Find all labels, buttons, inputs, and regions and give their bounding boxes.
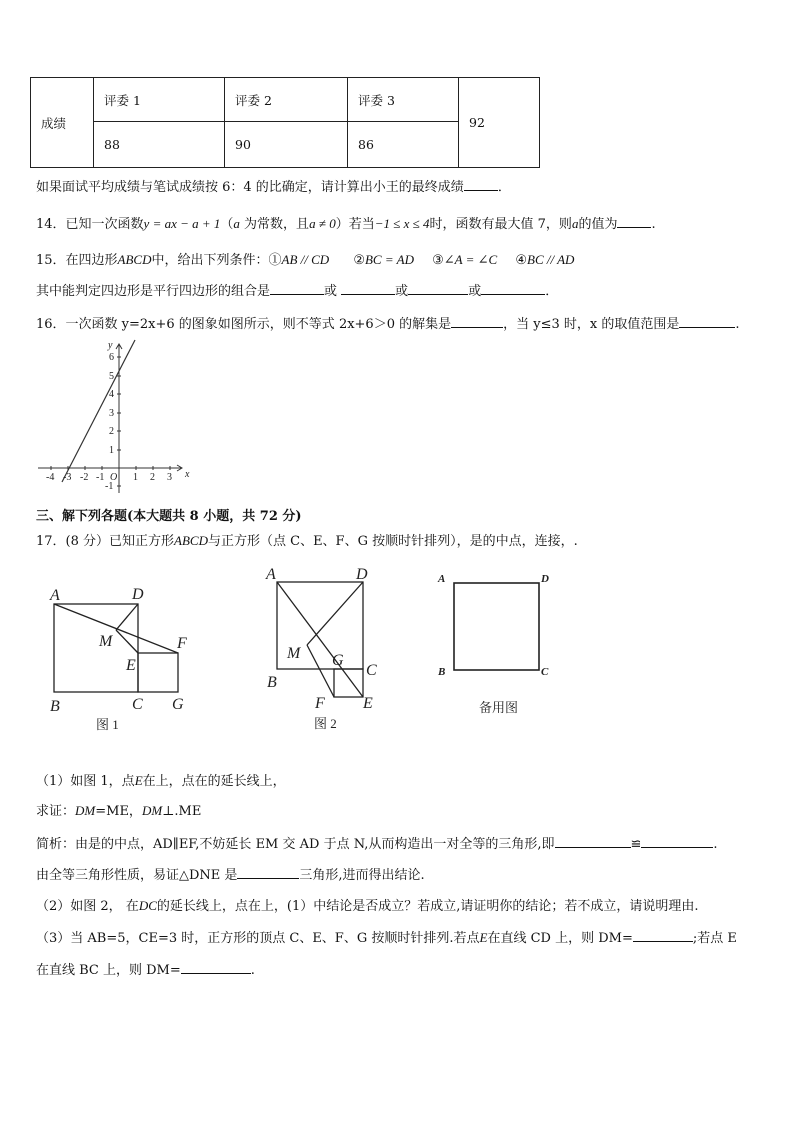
answer-blank[interactable] [617,215,651,228]
q17-proof-goal: 求证：DM=ME，DM⊥.ME [36,803,202,819]
table-cell-score1: 88 [94,122,225,168]
score-table [30,77,540,168]
table-cell-score3: 86 [348,122,459,168]
answer-blank[interactable] [341,282,395,295]
x-axis-label: x [185,469,190,480]
answer-blank[interactable] [679,315,735,328]
y-tick-label: 3 [109,408,114,419]
y-tick-label: 4 [109,389,114,400]
svg-text:G: G [172,696,184,713]
svg-text:C: C [541,666,549,678]
svg-text:B: B [267,674,277,691]
svg-text:B: B [438,666,446,678]
svg-text:E: E [126,657,136,674]
svg-text:F: F [177,635,187,652]
svg-text:D: D [541,573,549,585]
x-tick-label: 2 [150,472,155,483]
table-header-judge3: 评委 3 [348,78,459,122]
x-tick-label: -3 [63,472,72,483]
answer-blank[interactable] [270,282,324,295]
x-tick-label: 1 [133,472,138,483]
q17-intro: 17．(8 分）已知正方形ABCD与正方形（点 C、E、F、G 按顺时针排列），是的中点，连接，. [36,533,578,549]
figure-2 [260,562,390,732]
figure-2-caption: 图 2 [314,716,337,731]
svg-text:A: A [438,573,446,585]
table-cell-score2: 90 [225,122,348,168]
table-header-judge1: 评委 1 [94,78,225,122]
table-row-label: 成绩 [31,78,94,168]
spare-square [454,583,539,670]
svg-text:C: C [132,696,143,713]
answer-blank[interactable] [464,178,498,191]
svg-text:B: B [50,698,60,715]
q14-text: 14．已知一次函数y = ax − a + 1（a 为常数，且a ≠ 0）若当−1 ≤ x ≤ 4时，函数有最大值 7，则a的值为 . [36,216,656,232]
q17-part1: （1）如图 1，点E在上，点在的延长线上， [36,773,286,789]
table-written-score: 92 [459,78,540,168]
table-header-judge2: 评委 2 [225,78,348,122]
figure-1 [44,580,204,735]
x-tick-label: 3 [167,472,172,483]
answer-blank[interactable] [237,866,299,879]
y-tick-label: 5 [109,371,114,382]
y-tick-label: 1 [109,445,114,456]
answer-blank[interactable] [641,835,713,848]
svg-text:A: A [50,587,60,604]
answer-blank[interactable] [481,282,545,295]
q13-text: 如果面试平均成绩与笔试成绩按 6：4 的比确定，请计算出小王的最终成绩 ． [36,180,511,195]
svg-text:D: D [356,566,368,583]
q17-hint2: 由全等三角形性质，易证△DNE 是 三角形,进而得出结论. [36,868,425,883]
figure-1-caption: 图 1 [96,717,119,732]
x-tick-label: -4 [46,472,55,483]
section-title: 三、解下列各题(本大题共 8 小题，共 72 分) [36,509,302,524]
q16-text: 16．一次函数 y=2x+6 的图象如图所示，则不等式 2x+6＞0 的解集是 ，当 y≤3 时，x 的取值范围是 . [36,317,740,332]
y-tick-label: 2 [109,426,114,437]
origin-label: O [110,472,118,483]
svg-text:D: D [132,586,144,603]
answer-blank[interactable] [633,929,693,942]
answer-blank[interactable] [555,835,631,848]
square-abcd [54,604,138,692]
svg-text:M: M [99,633,113,650]
answer-blank[interactable] [451,315,503,328]
x-tick-label: -2 [80,472,89,483]
svg-text:E: E [363,695,373,712]
linear-function-graph [34,338,194,498]
y-tick-label: 6 [109,352,114,363]
function-line [62,340,135,482]
x-tick-label: -1 [96,472,105,483]
answer-blank[interactable] [408,282,468,295]
square-cefg [138,653,178,692]
q15-line2: 其中能判定四边形是平行四边形的组合是 或 或 或 ． [36,284,559,299]
spare-figure-caption: 备用图 [479,700,519,715]
svg-text:A: A [266,566,276,583]
y-tick-label: -1 [105,481,114,492]
svg-text:F: F [315,695,325,712]
q17-part3: （3）当 AB=5，CE=3 时，正方形的顶点 C、E、F、G 按顺时针排列.若点E在直线 CD 上，则 DM= ;若点 E [36,930,737,946]
q17-part2: （2）如图 2， 在DC的延长线上，点在上，(1）中结论是否成立？若成立,请证明你的结论；若不成立，请说明理由. [36,898,699,914]
svg-text:G: G [332,652,344,669]
q15-line1: 15．在四边形ABCD中，给出下列条件：①AB // CD ②BC = AD ③∠A = ∠C ④BC // AD [36,252,575,268]
svg-text:C: C [366,662,377,679]
answer-blank[interactable] [181,961,251,974]
q17-part3-line2: 在直线 BC 上，则 DM= . [36,963,255,978]
spare-figure [432,565,562,725]
y-axis-label: y [108,340,113,351]
svg-text:M: M [287,645,301,662]
q17-hint1: 简析：由是的中点，AD∥EF,不妨延长 EM 交 AD 于点 N,从而构造出一对全等的三角形,即 ≌ . [36,837,718,852]
